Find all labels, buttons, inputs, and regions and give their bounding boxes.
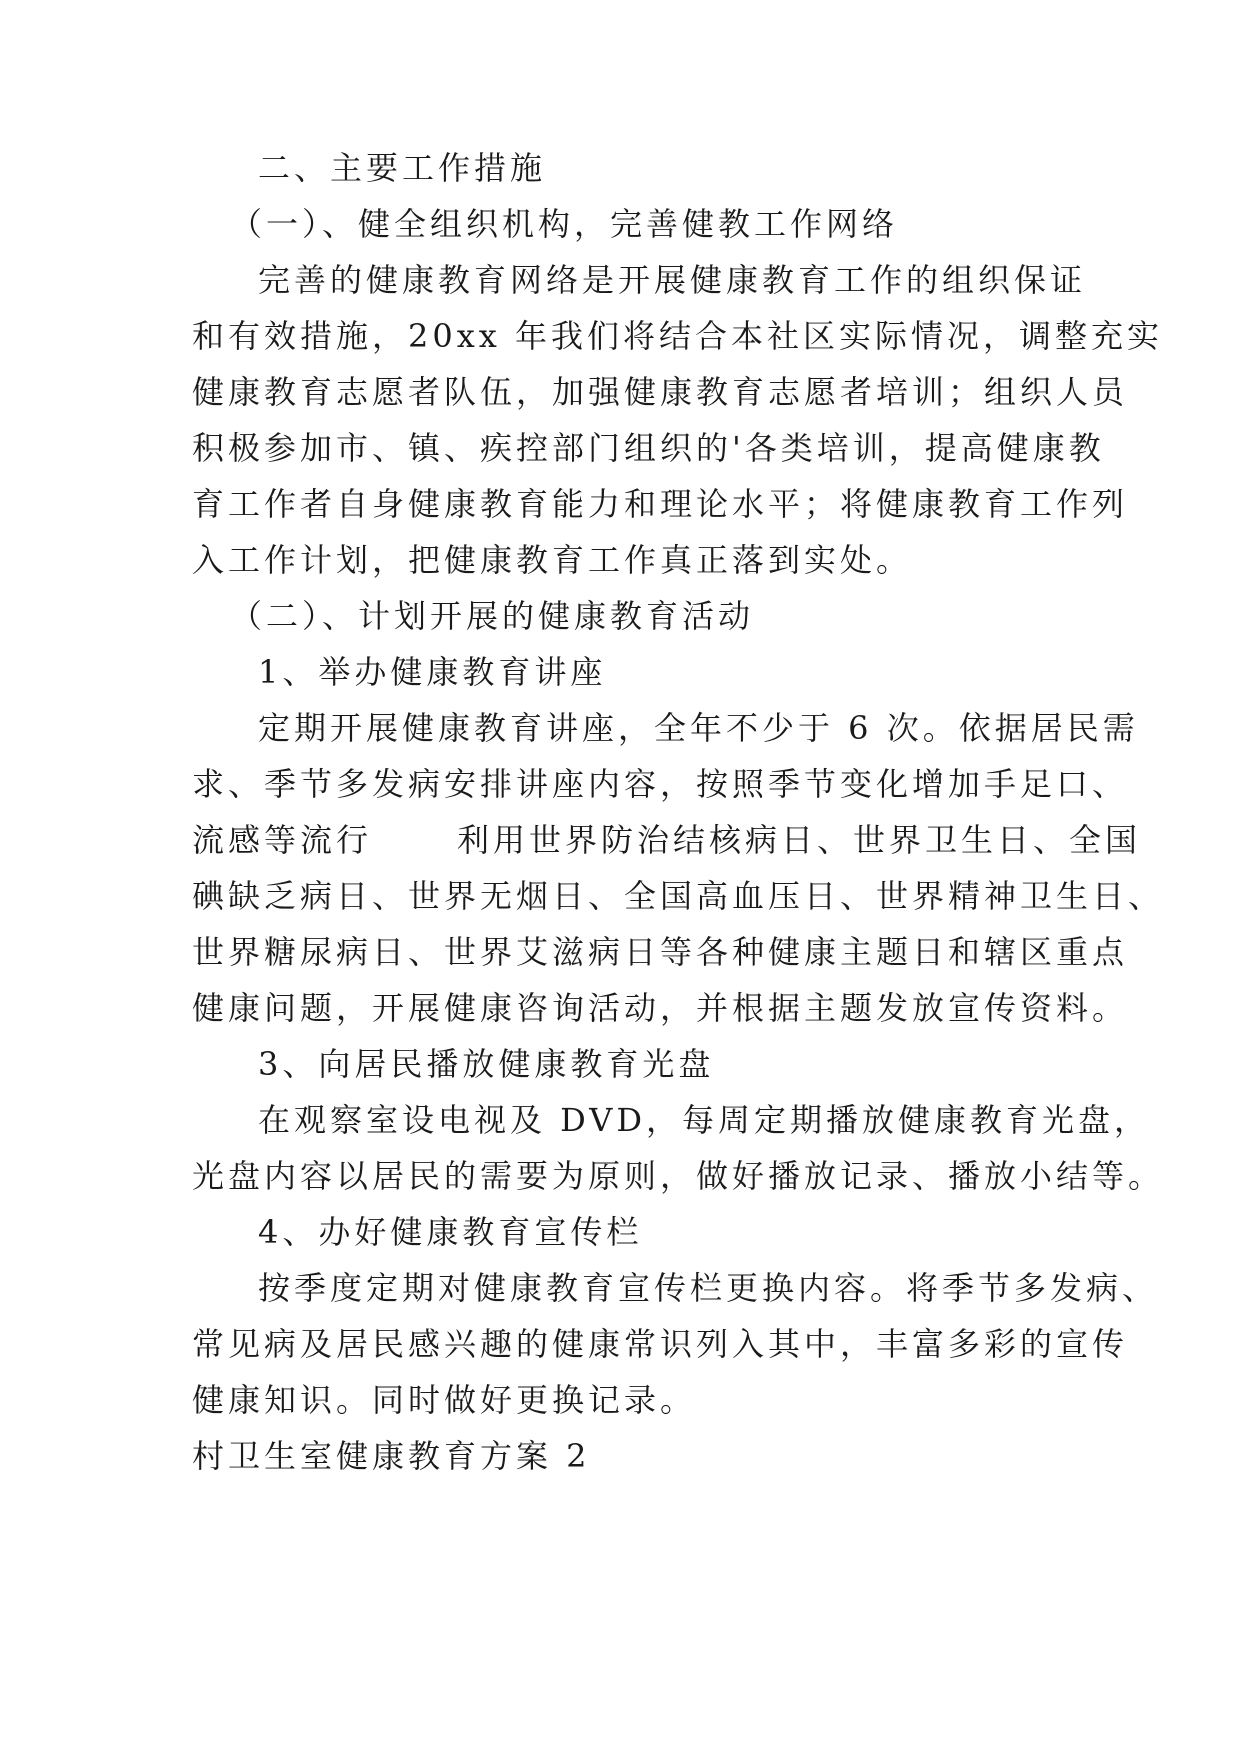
section-heading: 二、主要工作措施 [258, 149, 547, 187]
paragraph-line: 健康问题，开展健康咨询活动，并根据主题发放宣传资料。 [192, 989, 1129, 1027]
paragraph-line: 碘缺乏病日、世界无烟日、全国高血压日、世界精神卫生日、 [192, 877, 1165, 915]
paragraph-line: 定期开展健康教育讲座，全年不少于 6 次。依据居民需 [258, 709, 1139, 747]
paragraph-line: 按季度定期对健康教育宣传栏更换内容。将季节多发病、 [258, 1269, 1159, 1307]
paragraph-line: 和有效措施，20xx 年我们将结合本社区实际情况，调整充实 [192, 317, 1163, 355]
item-heading: 3、向居民播放健康教育光盘 [258, 1045, 715, 1083]
paragraph-line: 光盘内容以居民的需要为原则，做好播放记录、播放小结等。 [192, 1157, 1165, 1195]
paragraph-line: 入工作计划，把健康教育工作真正落到实处。 [192, 541, 913, 579]
paragraph-line: 常见病及居民感兴趣的健康常识列入其中，丰富多彩的宣传 [192, 1325, 1129, 1363]
paragraph-line: 健康教育志愿者队伍，加强健康教育志愿者培训；组织人员 [192, 373, 1129, 411]
subsection-heading: （一）、健全组织机构，完善健教工作网络 [230, 205, 899, 243]
paragraph-line: 求、季节多发病安排讲座内容，按照季节变化增加手足口、 [192, 765, 1129, 803]
paragraph-line: 健康知识。同时做好更换记录。 [192, 1381, 697, 1419]
document-title: 村卫生室健康教育方案 2 [192, 1437, 591, 1475]
paragraph-line: 世界糖尿病日、世界艾滋病日等各种健康主题日和辖区重点 [192, 933, 1129, 971]
paragraph-line: 育工作者自身健康教育能力和理论水平；将健康教育工作列 [192, 485, 1129, 523]
paragraph-line: 在观察室设电视及 DVD，每周定期播放健康教育光盘， [258, 1101, 1151, 1139]
paragraph-line: 积极参加市、镇、疾控部门组织的'各类培训，提高健康教 [192, 429, 1105, 467]
item-heading: 4、办好健康教育宣传栏 [258, 1213, 643, 1251]
paragraph-line: 流感等流行 利用世界防治结核病日、世界卫生日、全国 [192, 821, 1142, 859]
subsection-heading: （二）、计划开展的健康教育活动 [230, 597, 755, 635]
item-heading: 1、举办健康教育讲座 [258, 653, 607, 691]
paragraph-line: 完善的健康教育网络是开展健康教育工作的组织保证 [258, 261, 1087, 299]
